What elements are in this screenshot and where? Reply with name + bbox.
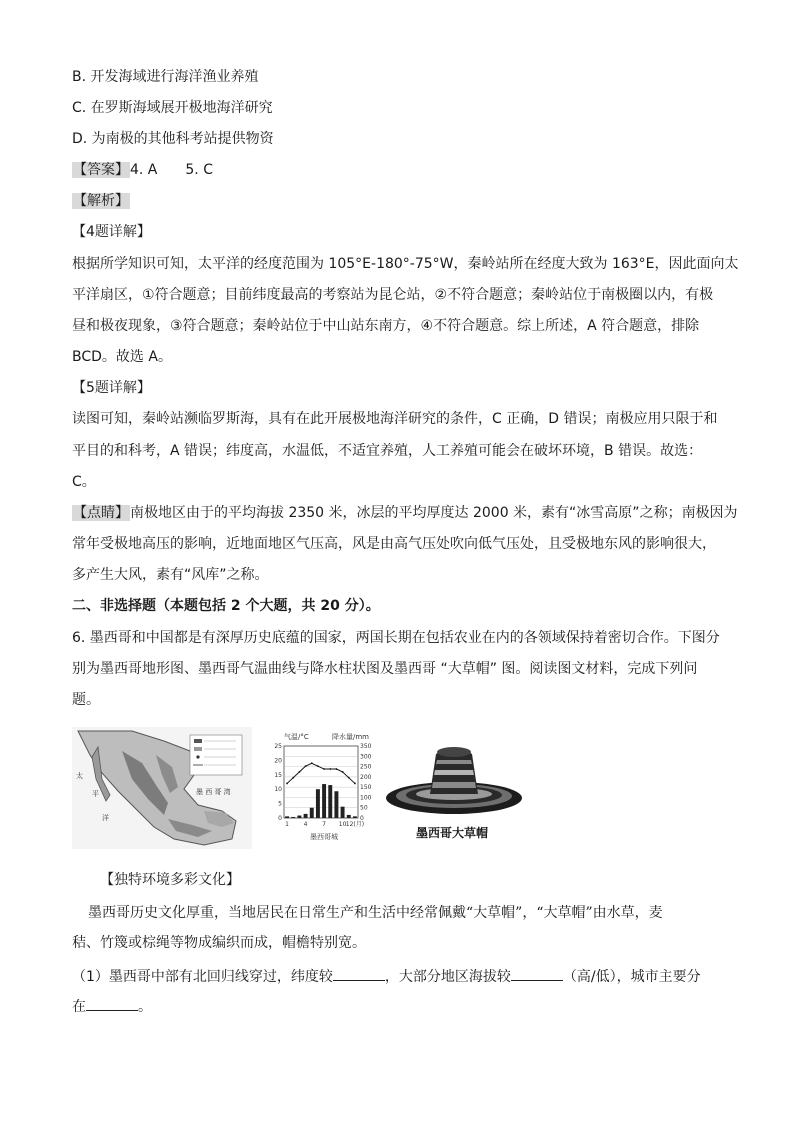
climate-plot — [262, 732, 382, 832]
temp-point — [342, 771, 344, 773]
precip-bar — [347, 815, 351, 818]
q4-line-2: 平洋扇区，①符合题意；目前纬度最高的考察站为昆仑站，②不符合题意；秦岭站位于南极圈以内，有极 — [72, 287, 714, 303]
q1-blank-city — [86, 996, 138, 1011]
q4-line-1: 根据所学知识可知，太平洋的经度范围为 105°E-180°-75°W，秦岭站所在经度大致为 163°E，因此面向太 — [72, 256, 739, 272]
option-d: D. 为南极的其他科考站提供物资 — [72, 131, 274, 147]
precip-bar — [297, 816, 301, 818]
option-b: B. 开发海域进行海洋渔业养殖 — [72, 69, 259, 85]
temp-point — [305, 765, 307, 767]
temp-point — [329, 768, 331, 770]
right-tick-label: 250 — [360, 763, 372, 771]
precip-bar — [291, 817, 295, 818]
q1-text-2: ，大部分地区海拔较 — [384, 969, 511, 985]
q4-tag: 【4题详解】 — [72, 224, 151, 240]
map-label-tai: 太 — [76, 772, 83, 780]
dianjing-line-3: 多产生大风，素有“风库”之称。 — [72, 567, 269, 583]
q1-text-1: （1）墨西哥中部有北回归线穿过，纬度较 — [72, 969, 333, 985]
temp-point — [348, 777, 350, 779]
material-title: 【独特环境多彩文化】 — [100, 872, 240, 888]
left-axis-label: 气温/°C — [284, 733, 309, 741]
temp-point — [323, 768, 325, 770]
precip-bar — [353, 816, 357, 818]
dianjing-tag: 【点睛】 — [73, 505, 129, 521]
map-label-gulf: 墨 西 哥 湾 — [196, 788, 231, 796]
q1-line-1 — [72, 966, 701, 987]
q1-text-3: （高/低），城市主要分 — [562, 969, 701, 985]
material-line-1: 墨西哥历史文化厚重，当地居民在日常生产和生活中经常佩戴“大草帽”，“大草帽”由水草，麦 — [88, 905, 663, 921]
answer-text: 4. A 5. C — [130, 162, 213, 178]
q5-line-1: 读图可知，秦岭站濒临罗斯海，具有在此开展极地海洋研究的条件，C 正确，D 错误；南极应用只限于和 — [72, 411, 718, 427]
mexico-terrain-map — [72, 727, 252, 849]
q1-blank-altitude — [511, 966, 563, 981]
left-tick-label: 0 — [278, 815, 282, 822]
section-heading: 二、非选择题（本题包括 2 个大题，共 20 分）。 — [72, 598, 380, 614]
q5-tag: 【5题详解】 — [72, 380, 151, 396]
right-tick-label: 50 — [360, 804, 368, 812]
temp-point — [292, 777, 294, 779]
plot-frame — [284, 746, 358, 818]
x-tick-label: 1 — [285, 821, 289, 828]
x-tick-label: 12(月) — [345, 821, 365, 828]
q5-line-2: 平目的和科考，A 错误；纬度高，水温低，不适宜养殖，人工养殖可能会在破坏环境，B 错误。故选： — [72, 443, 703, 459]
dianjing-line-2: 常年受极地高压的影响，近地面地区气压高，风是由高气压处吹向低气压处，且受极地东风的影响很大， — [72, 536, 716, 552]
precip-bar — [310, 808, 314, 818]
left-tick-label: 20 — [274, 757, 282, 765]
temp-point — [354, 783, 356, 785]
answer-line — [72, 160, 213, 180]
x-tick-label: 10 — [338, 821, 347, 828]
analysis-line — [72, 191, 130, 211]
temp-point — [317, 765, 319, 767]
x-axis-caption: 墨西哥城 — [310, 833, 338, 841]
right-tick-label: 0 — [360, 815, 364, 822]
precip-bar — [328, 785, 332, 818]
option-c: C. 在罗斯海域展开极地海洋研究 — [72, 100, 273, 116]
q1-text-4: 在 — [72, 999, 86, 1015]
right-axis-label: 降水量/mm — [332, 733, 369, 741]
material-line-2: 秸、竹篾或棕绳等物成编织而成，帽檐特别宽。 — [72, 935, 366, 951]
precip-bar — [341, 807, 345, 818]
map-label-ping: 平 — [92, 790, 99, 798]
q1-blank-latitude — [333, 966, 385, 981]
dianjing-text-1: 南极地区由于的平均海拔 2350 米，冰层的平均厚度达 2000 米，素有“冰雪高原”之称；南极因为 — [130, 505, 738, 521]
precip-bar — [316, 789, 320, 818]
dianjing-line-1 — [72, 503, 738, 523]
left-tick-label: 15 — [274, 771, 282, 779]
q4-line-3: 昼和极夜现象，③符合题意；秦岭站位于中山站东南方，④不符合题意。综上所述，A 符合题意，排除 — [72, 318, 700, 334]
climate-chart — [262, 732, 382, 844]
precip-bar — [334, 791, 338, 818]
answer-tag: 【答案】 — [73, 162, 129, 178]
x-tick-label: 7 — [322, 821, 326, 828]
q6-line-2: 别为墨西哥地形图、墨西哥气温曲线与降水柱状图及墨西哥 “大草帽” 图。阅读图文材料，完成下列问 — [72, 661, 698, 677]
left-tick-label: 10 — [274, 786, 282, 794]
analysis-tag: 【解析】 — [73, 193, 129, 209]
q1-line-2 — [72, 996, 152, 1017]
left-tick-label: 5 — [278, 800, 282, 808]
sombrero-figure — [384, 740, 524, 846]
right-tick-label: 200 — [360, 773, 372, 781]
right-tick-label: 350 — [360, 743, 372, 750]
precip-bar — [304, 814, 308, 818]
right-tick-label: 300 — [360, 753, 372, 761]
q1-text-5: 。 — [138, 999, 152, 1015]
temp-point — [336, 768, 338, 770]
map-label-yang: 洋 — [102, 814, 109, 822]
q6-line-1: 6. 墨西哥和中国都是有深厚历史底蕴的国家，两国长期在包括农业在内的各领域保持着密切合作。下图分 — [72, 630, 720, 646]
precip-bar — [322, 784, 326, 818]
temp-curve — [287, 763, 355, 783]
q5-line-3: C。 — [72, 474, 96, 490]
left-tick-label: 25 — [274, 743, 282, 750]
q4-line-4: BCD。故选 A。 — [72, 349, 172, 365]
x-tick-label: 4 — [303, 821, 308, 828]
temp-point — [311, 762, 313, 764]
precip-bar — [285, 816, 289, 818]
temp-point — [299, 771, 301, 773]
sombrero-image — [384, 740, 524, 820]
q6-line-3: 题。 — [72, 692, 100, 708]
right-tick-label: 150 — [360, 784, 372, 792]
temp-point — [286, 783, 288, 785]
right-tick-label: 100 — [360, 794, 372, 802]
sombrero-caption: 墨西哥大草帽 — [416, 826, 489, 840]
